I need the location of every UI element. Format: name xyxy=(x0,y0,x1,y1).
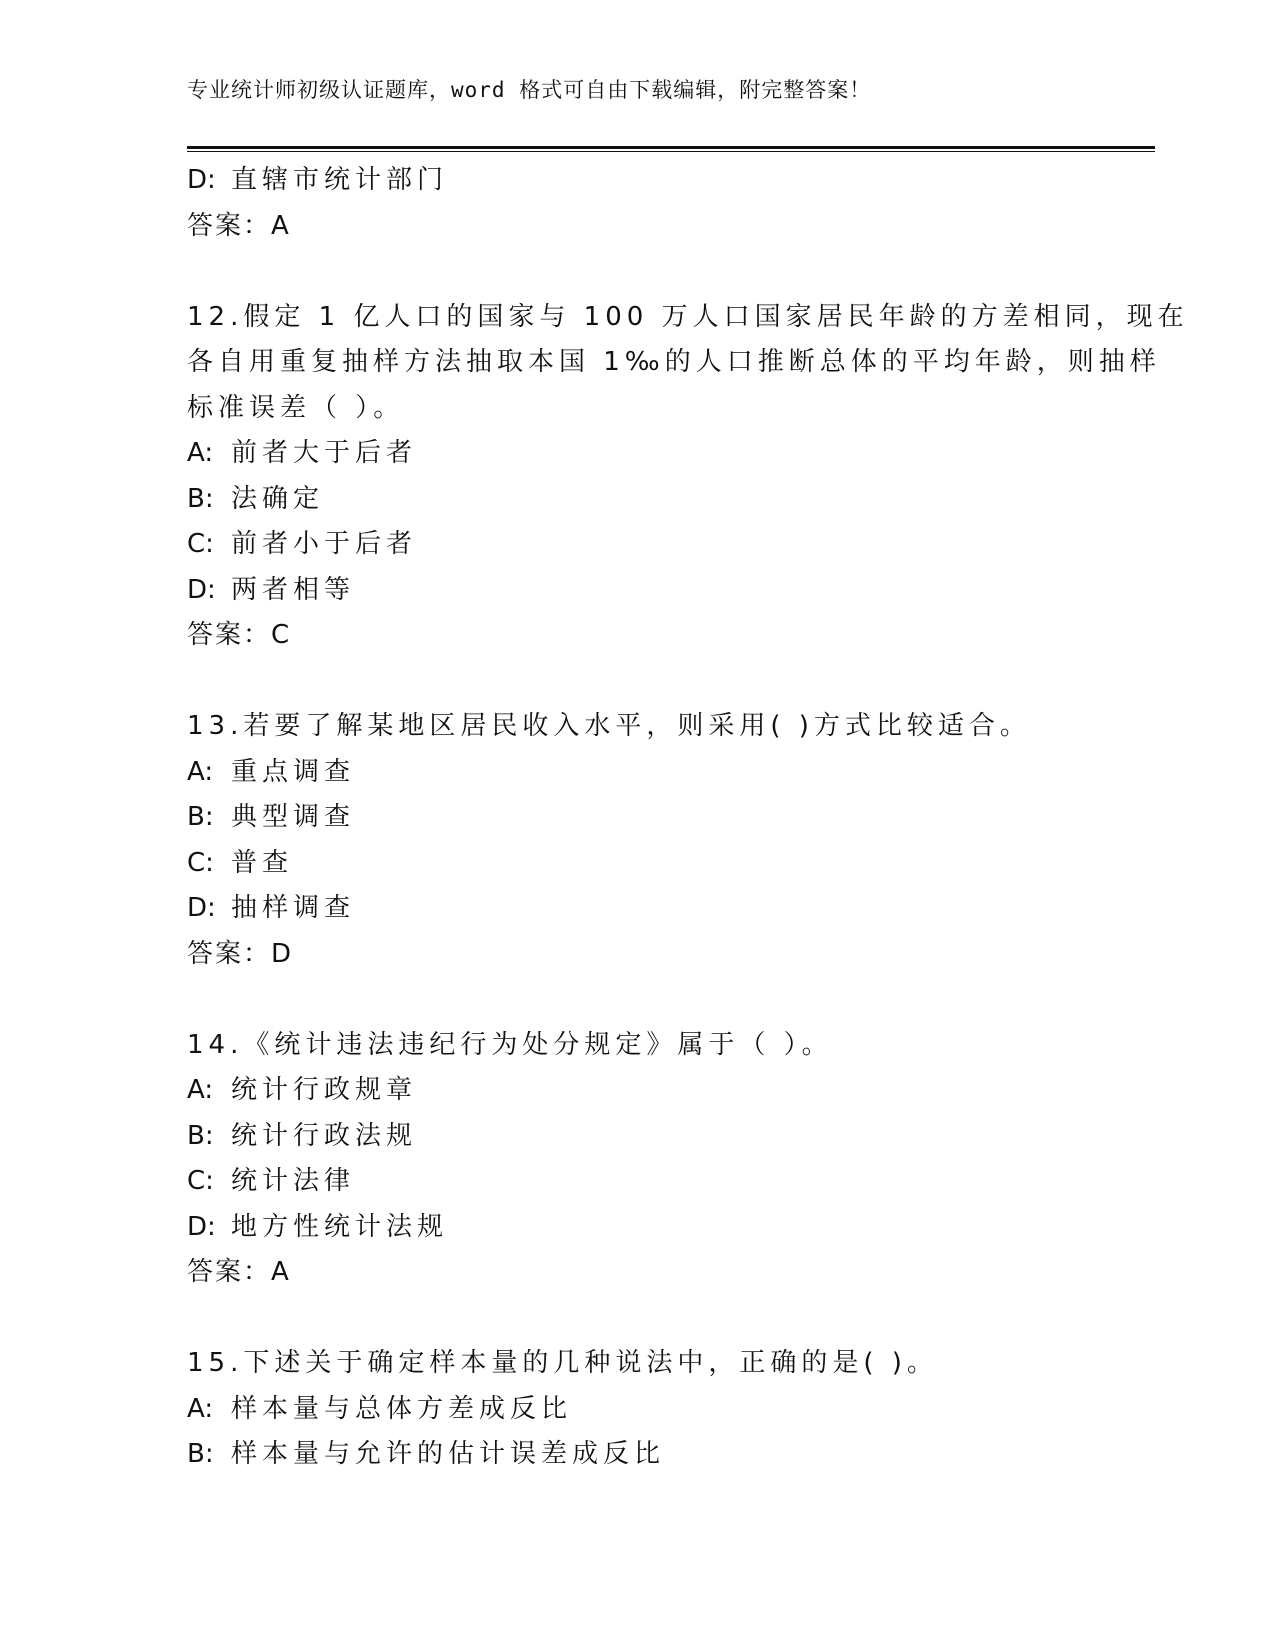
option-letter: C: xyxy=(187,847,214,878)
option-line xyxy=(187,158,1087,204)
option-text: 重点调查 xyxy=(231,756,356,787)
option-text: 统计行政规章 xyxy=(231,1075,418,1105)
question-14 xyxy=(187,1023,1087,1296)
option-letter: B: xyxy=(187,802,214,832)
option-text: 前者大于后者 xyxy=(231,438,418,468)
spacer xyxy=(187,249,1087,295)
question-stem: 13.若要了解某地区居民收入水平，则采用( )方式比较适合。 xyxy=(187,711,1031,741)
question-13 xyxy=(187,704,1087,977)
option-text: 两者相等 xyxy=(231,574,356,605)
option-line xyxy=(187,477,1087,523)
option-text: 直辖市统计部门 xyxy=(231,165,449,195)
option-text: 普查 xyxy=(231,847,294,878)
header-rule-thin xyxy=(187,151,1155,152)
option-letter: C: xyxy=(187,529,214,559)
option-text: 典型调查 xyxy=(231,802,356,832)
option-letter: D: xyxy=(187,893,216,923)
option-line xyxy=(187,750,1087,796)
option-letter: A: xyxy=(187,1393,214,1424)
option-letter: D: xyxy=(187,1211,216,1242)
document-header: 专业统计师初级认证题库，word 格式可自由下载编辑，附完整答案！ xyxy=(187,78,872,102)
option-letter: C: xyxy=(187,1166,214,1196)
option-letter: A: xyxy=(187,438,214,468)
question-15 xyxy=(187,1341,1087,1478)
option-line xyxy=(187,568,1087,614)
option-line xyxy=(187,1387,1087,1433)
option-line xyxy=(187,1068,1087,1114)
spacer xyxy=(187,659,1087,705)
option-line xyxy=(187,795,1087,841)
answer-line: 答案：C xyxy=(187,620,292,650)
answer-line: 答案：A xyxy=(187,210,291,241)
option-letter: B: xyxy=(187,483,214,514)
question-list xyxy=(187,158,1189,1478)
option-letter: A: xyxy=(187,1075,214,1105)
question-stem: 14.《统计违法违纪行为处分规定》属于（ ）。 xyxy=(187,1029,833,1060)
option-text: 样本量与允许的估计误差成反比 xyxy=(231,1439,666,1469)
option-text: 法确定 xyxy=(231,483,325,514)
option-line xyxy=(187,1432,1087,1478)
option-text: 抽样调查 xyxy=(231,893,356,923)
question-12 xyxy=(187,295,1189,659)
option-line xyxy=(187,1205,1087,1251)
question-stem: 12.假定 1 亿人口的国家与 100 万人口国家居民年龄的方差相同，现在 xyxy=(187,301,1189,332)
option-letter: D: xyxy=(187,574,216,605)
option-line xyxy=(187,886,1087,932)
option-text: 前者小于后者 xyxy=(231,529,418,559)
option-letter: D: xyxy=(187,165,216,195)
question-stem: 各自用重复抽样方法抽取本国 1‰的人口推断总体的平均年龄，则抽样 xyxy=(187,347,1161,377)
option-letter: B: xyxy=(187,1120,214,1151)
option-text: 统计法律 xyxy=(231,1166,356,1196)
answer-line: 答案：A xyxy=(187,1257,291,1287)
option-text: 样本量与总体方差成反比 xyxy=(231,1393,573,1424)
option-text: 统计行政法规 xyxy=(231,1120,418,1151)
answer-line: 答案：D xyxy=(187,938,294,969)
question-stem: 标准误差（ ）。 xyxy=(187,392,405,423)
option-letter: A: xyxy=(187,756,214,787)
option-letter: B: xyxy=(187,1439,214,1469)
option-line xyxy=(187,431,1087,477)
option-text: 地方性统计法规 xyxy=(231,1211,449,1242)
question-stem: 15.下述关于确定样本量的几种说法中，正确的是( )。 xyxy=(187,1348,938,1378)
option-line xyxy=(187,522,1087,568)
header-rule-thick xyxy=(187,146,1155,149)
option-line xyxy=(187,1159,1087,1205)
option-line xyxy=(187,841,1087,887)
spacer xyxy=(187,1296,1087,1342)
option-line xyxy=(187,1114,1087,1160)
spacer xyxy=(187,977,1087,1023)
